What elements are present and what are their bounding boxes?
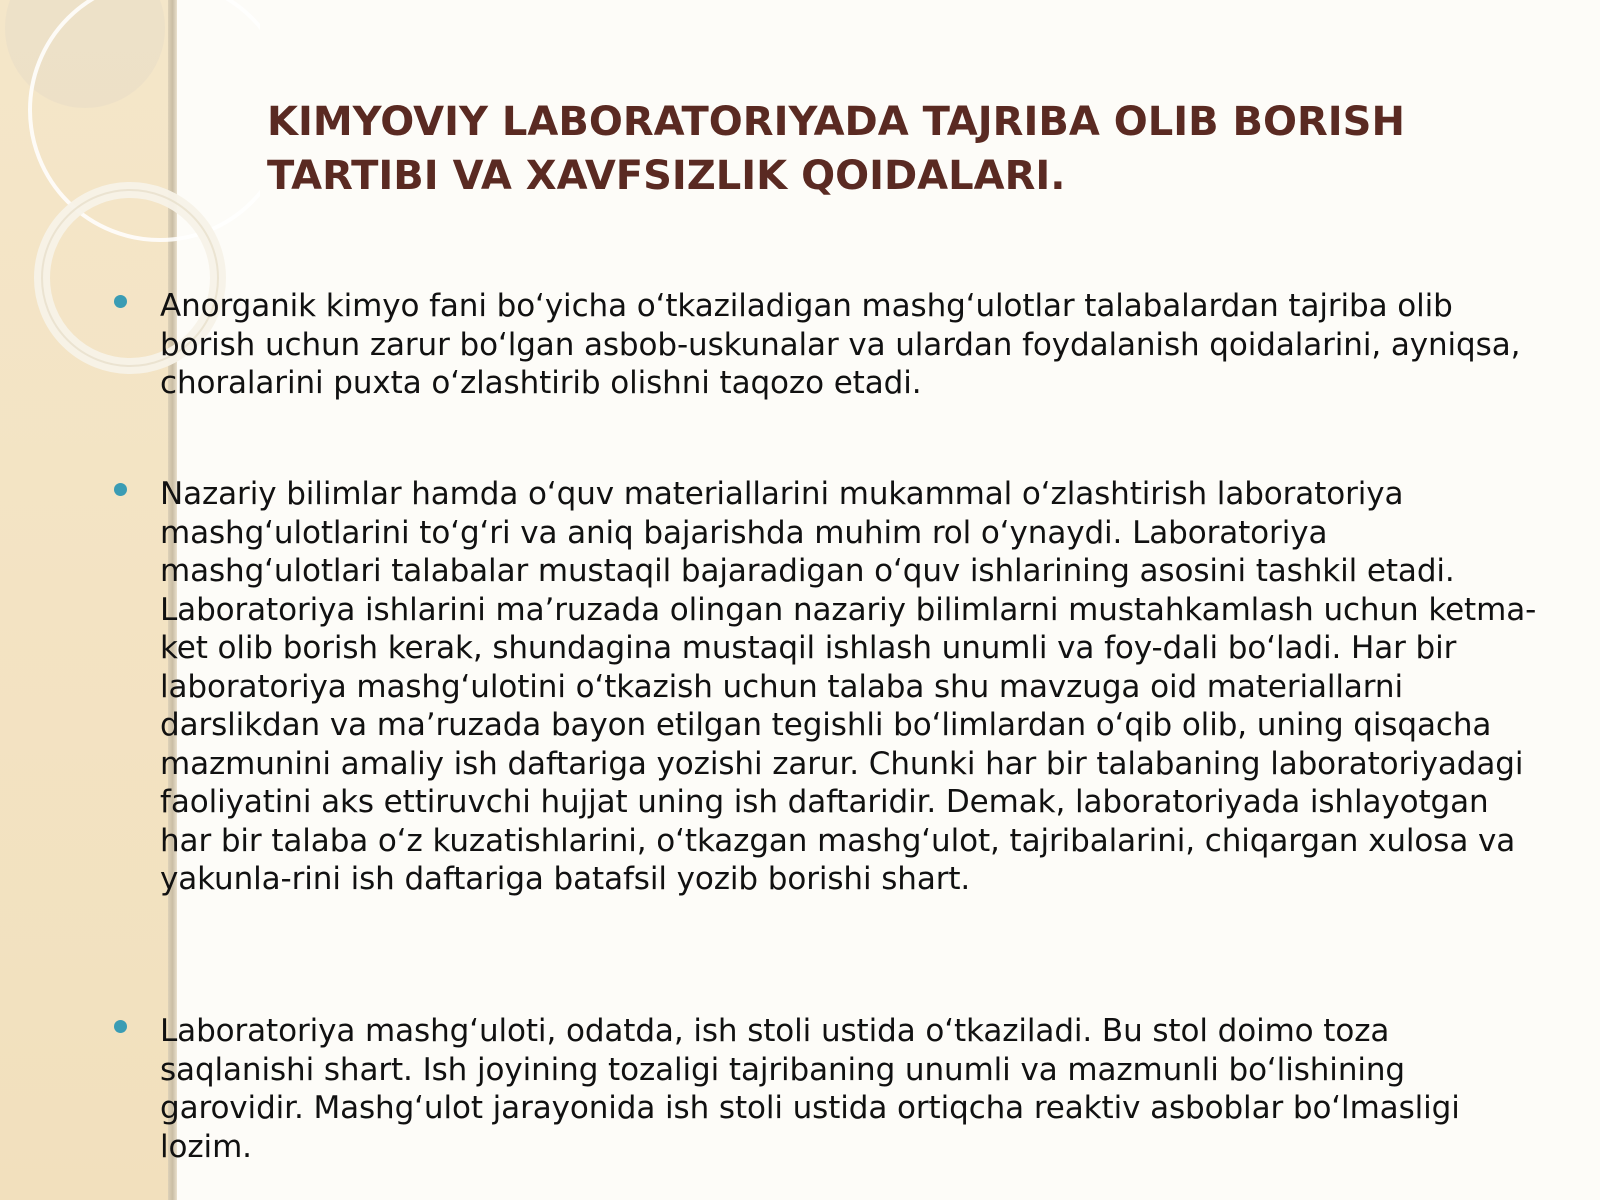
bullet-text: Nazariy bilimlar hamda oʻquv materiallarini mukammal oʻzlashtirish laboratoriya mashgʻulotlarini toʻgʻri va aniq bajarishda muhim rol oʻynaydi. Laboratoriya mashgʻulotlari talabalar mustaqil bajaradigan oʻquv ishlarining asosini tashkil etadi. Laboratoriya ishlarini maʼruzada olingan nazariy bilimlarni mustahkamlash uchun ketma-ket olib borish kerak, shundagina mustaqil ishlash unumli va foy-dali boʻladi. Har bir laboratoriya mashgʻulotini oʻtkazish uchun talaba shu mavzuga oid materiallarni darslikdan va maʼruzada bayon etilgan tegishli boʻlimlardan oʻqib olib, uning qisqacha mazmunini amaliy ish daftariga yozishi zarur. Chunki har bir talabaning laboratoriyadagi faoliyatini aks ettiruvchi hujjat uning ish daftaridir. Demak, laboratoriyada ishlayotgan har bir talaba oʻz kuzatishlarini, oʻtkazgan mashgʻulot, tajribalarini, chiqargan xulosa va yakunla-rini ish daftariga batafsil yozib borishi shart.: [160, 476, 1537, 897]
bullet-dot-icon: [114, 1020, 127, 1033]
bullet-text: Laboratoriya mashgʻuloti, odatda, ish stoli ustida oʻtkaziladi. Bu stol doimo toza saqlanishi shart. Ish joyining tozaligi tajribaning unumli va mazmunli boʻlishining garovidir. Mashgʻulot jarayonida ish stoli ustida ortiqcha reaktiv asboblar boʻlmasligi lozim.: [160, 1013, 1460, 1165]
bullet-dot-icon: [114, 295, 127, 308]
bullet-dot-icon: [114, 483, 127, 496]
bullet-text: Anorganik kimyo fani boʻyicha oʻtkaziladigan mashgʻulotlar talabalardan tajriba olib borish uchun zarur boʻlgan asbob-uskunalar va ulardan foydalanish qoidalarini, ayniqsa, choralarini puxta oʻzlashtirib olishni taqozo etadi.: [160, 288, 1521, 401]
slide-title: KIMYOVIY LABORATORIYADA TAJRIBA OLIB BORISH TARTIBI VA XAVFSIZLIK QOIDALARI.: [267, 99, 1405, 199]
